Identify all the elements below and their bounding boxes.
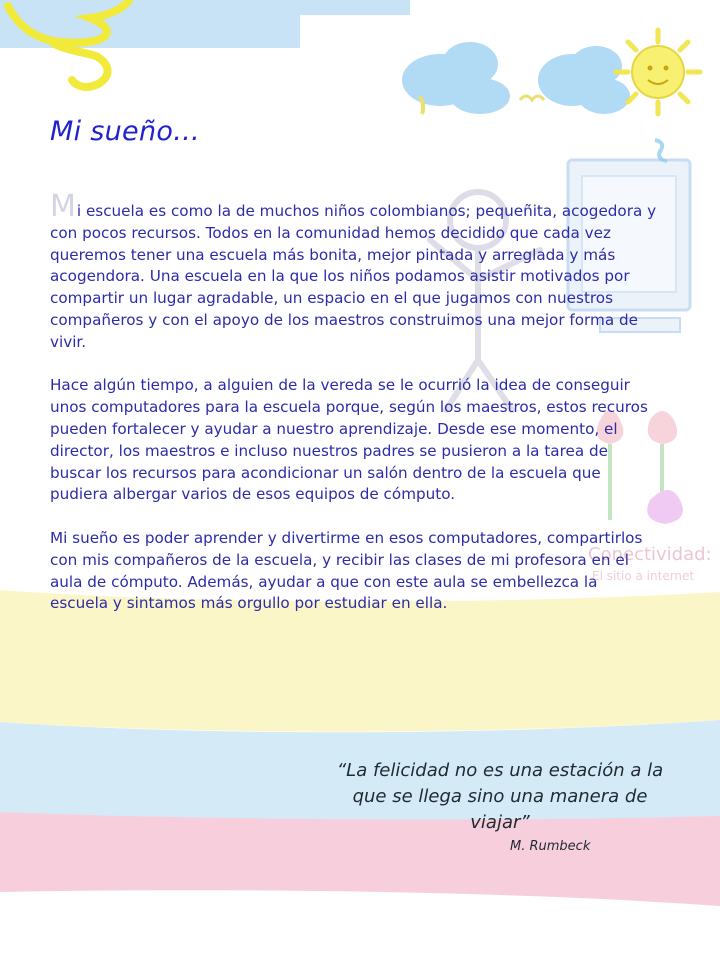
watermark-logo-sub: El sitio a internet: [592, 569, 695, 583]
quote-text: “La felicidad no es una estación a la que se llega sino una manera de viajar”: [336, 760, 664, 833]
watermark-logo: Conectividad:: [588, 544, 712, 565]
paragraph-2: Hace algún tiempo, a alguien de la vereda se le ocurrió la idea de conseguir unos computadores para la escuela porque, según los maestros, estos recuros pueden fortalecer y ayudar a nuestro aprendizaje. Desde ese momento, el director, los maestros e incluso nuestros padres se pusieron a la tarea de buscar los recursos para acondicionar un salón dentro de la escuela que pudiera albergar varios de esos equipos de cómputo.: [50, 376, 648, 504]
paragraph-1-text: i escuela es como la de muchos niños colombianos; pequeñita, acogedora y con pocos recursos. Todos en la comunidad hemos decidido que cada vez queremos tener una escuela más bonita, mejor pintada y arreglada y más acogendora. Una escuela en la que los niños podamos asistir motivados por compartir un lugar agradable, un espacio en el que jugamos con nuestros compañeros y con el apoyo de los maestros construimos una mejor forma de vivir.: [50, 202, 657, 351]
body-text: [50, 189, 660, 637]
paragraph-1: [50, 189, 660, 354]
quote-author: M. Rumbeck: [510, 839, 591, 854]
cloud-left: [402, 42, 510, 114]
paragraph-3: Mi sueño es poder aprender y divertirme en esos computadores, compartirlos con mis compañeros de la escuela, y recibir las clases de mi profesora en el aula de cómputo. Además, ayudar a que con este aula se embellezca la escuela y sintamos más orgullo por estudiar en ella.: [50, 528, 643, 613]
cloud-right: [538, 46, 630, 114]
sun: [616, 30, 700, 114]
page-title: Mi sueño...: [50, 116, 200, 147]
dropcap: M: [50, 189, 76, 224]
